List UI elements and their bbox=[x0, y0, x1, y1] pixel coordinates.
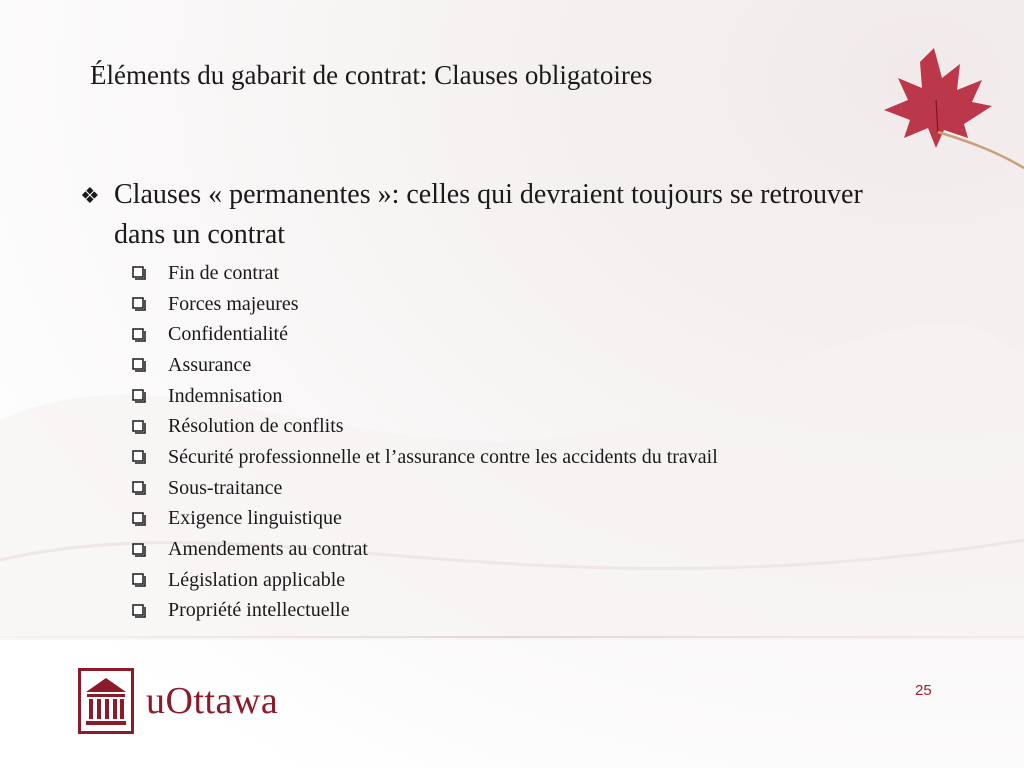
list-item-label: Assurance bbox=[168, 353, 252, 376]
checkbox-icon bbox=[132, 573, 146, 587]
checkbox-icon bbox=[132, 604, 146, 618]
list-item-label: Confidentialité bbox=[168, 323, 288, 346]
checkbox-icon bbox=[132, 297, 146, 311]
list-item-label: Amendements au contrat bbox=[168, 538, 368, 561]
list-item-label: Exigence linguistique bbox=[168, 507, 342, 530]
list-item bbox=[132, 350, 880, 381]
main-bullet bbox=[80, 175, 880, 626]
list-item-label: Fin de contrat bbox=[168, 261, 280, 284]
list-item bbox=[132, 381, 880, 412]
list-item bbox=[132, 258, 880, 289]
list-item bbox=[132, 473, 880, 504]
uottawa-wordmark: uOttawa bbox=[146, 680, 279, 722]
footer-divider bbox=[0, 636, 1024, 638]
list-item bbox=[132, 289, 880, 320]
checkbox-icon bbox=[132, 266, 146, 280]
slide-title: Éléments du gabarit de contrat: Clauses obligatoires bbox=[90, 60, 653, 90]
checkbox-icon bbox=[132, 450, 146, 464]
checkbox-icon bbox=[132, 389, 146, 403]
checkbox-icon bbox=[132, 481, 146, 495]
uottawa-logo bbox=[78, 668, 278, 734]
list-item-label: Forces majeures bbox=[168, 292, 299, 315]
list-item bbox=[132, 534, 880, 565]
list-item bbox=[132, 565, 880, 596]
list-item-label: Propriété intellectuelle bbox=[168, 599, 350, 622]
list-item bbox=[132, 442, 880, 473]
list-item bbox=[132, 411, 880, 442]
checkbox-icon bbox=[132, 328, 146, 342]
list-item bbox=[132, 504, 880, 535]
list-item-label: Sous-traitance bbox=[168, 476, 283, 499]
diamond-bullet-icon: ❖ bbox=[80, 183, 100, 208]
list-item bbox=[132, 319, 880, 350]
maple-leaf-icon bbox=[864, 40, 1024, 170]
list-item-label: Résolution de conflits bbox=[168, 415, 344, 438]
list-item-label: Indemnisation bbox=[168, 384, 283, 407]
checkbox-icon bbox=[132, 358, 146, 372]
checkbox-icon bbox=[132, 543, 146, 557]
list-item-label: Sécurité professionnelle et l’assurance contre les accidents du travail bbox=[168, 445, 718, 468]
page-number: 25 bbox=[915, 682, 932, 699]
clause-list bbox=[132, 258, 880, 626]
checkbox-icon bbox=[132, 512, 146, 526]
main-bullet-text: Clauses « permanentes »: celles qui devraient toujours se retrouver dans un contrat bbox=[114, 179, 863, 250]
uottawa-building-icon bbox=[78, 668, 134, 734]
checkbox-icon bbox=[132, 420, 146, 434]
list-item-label: Législation applicable bbox=[168, 568, 346, 591]
list-item bbox=[132, 596, 880, 627]
